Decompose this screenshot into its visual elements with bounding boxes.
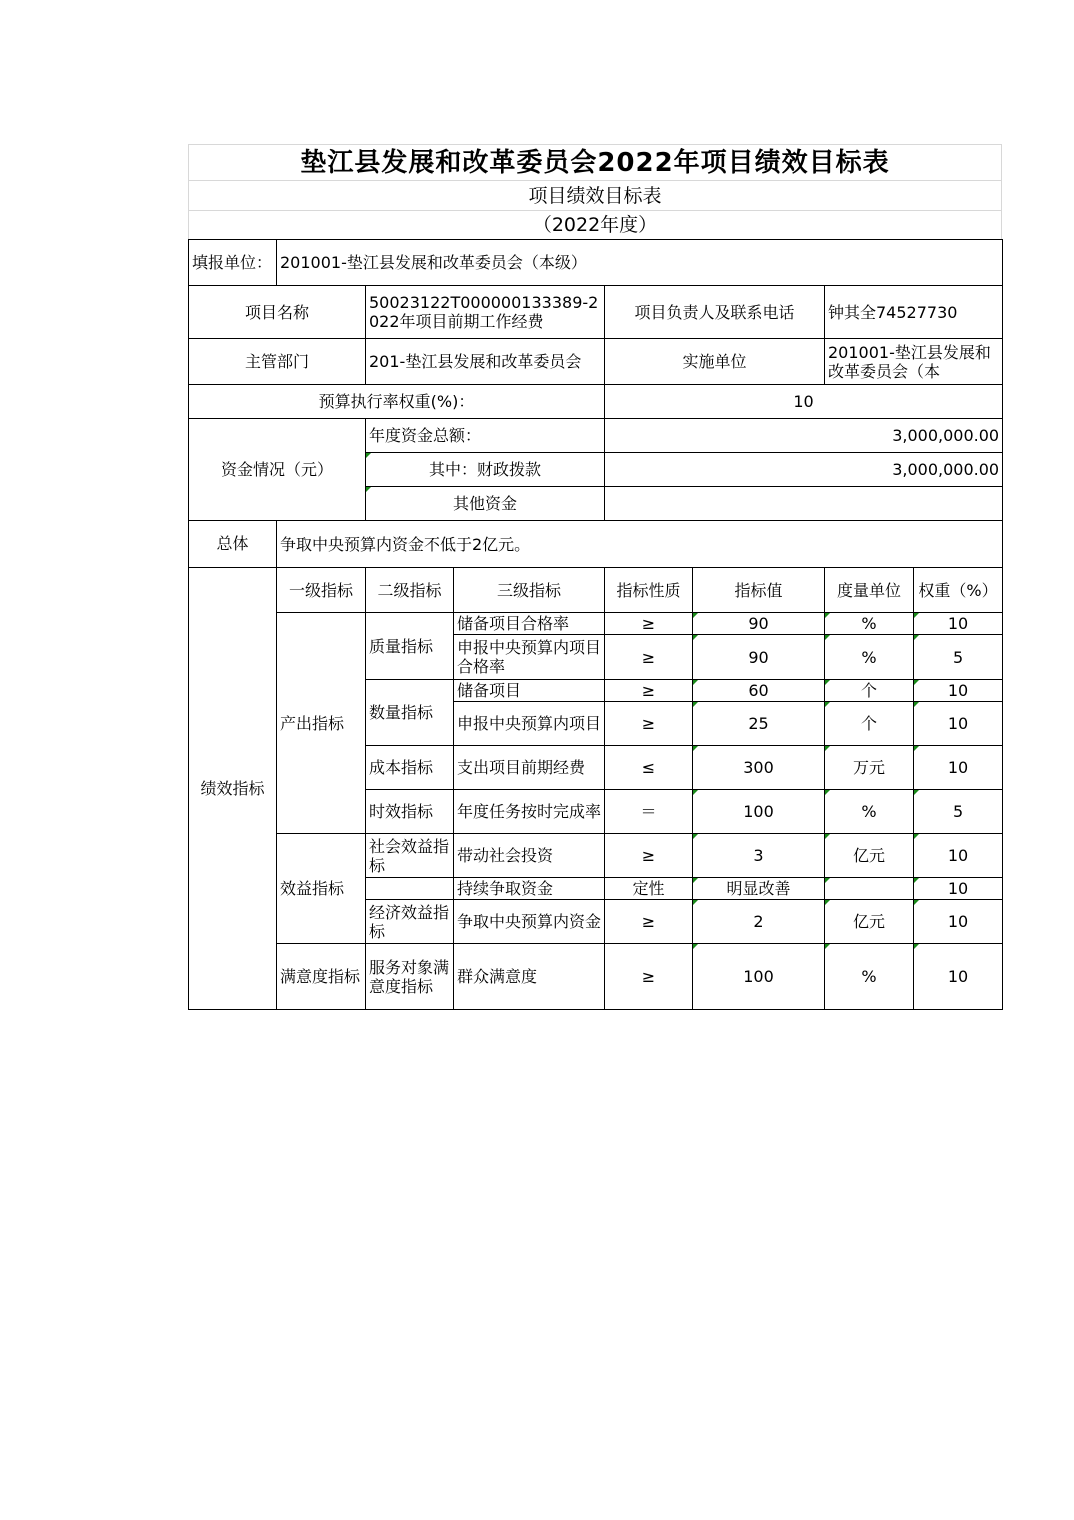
value-cell: 60 (693, 680, 825, 702)
level1-benefit: 效益指标 (277, 834, 366, 944)
sheet-subtitle: 项目绩效目标表 (188, 180, 1002, 210)
unit-cell: % (825, 944, 914, 1010)
level2-cost: 成本指标 (366, 746, 454, 790)
level3-cell: 群众满意度 (454, 944, 605, 1010)
project-name-row (189, 286, 1003, 339)
filler-label: 填报单位： (189, 240, 277, 286)
level2-timeliness: 时效指标 (366, 790, 454, 834)
value-cell: 300 (693, 746, 825, 790)
weight-cell: 10 (914, 702, 1003, 746)
target-table (188, 239, 1003, 1010)
nature-cell: ≤ (605, 746, 693, 790)
nature-cell: 定性 (605, 878, 693, 900)
project-name-label: 项目名称 (189, 286, 366, 339)
indicator-row (189, 613, 1003, 635)
perf-label: 绩效指标 (189, 568, 277, 1010)
funds-other-label: 其他资金 (366, 487, 605, 521)
overall-label: 总体 (189, 521, 277, 568)
indicator-header-row (189, 568, 1003, 613)
value-cell: 25 (693, 702, 825, 746)
sheet-year: （2022年度） (188, 210, 1002, 239)
level2-quantity: 数量指标 (366, 680, 454, 746)
unit-cell: % (825, 613, 914, 635)
level3-cell: 支出项目前期经费 (454, 746, 605, 790)
header-level2: 二级指标 (366, 568, 454, 613)
value-cell: 100 (693, 790, 825, 834)
header-weight: 权重（%） (914, 568, 1003, 613)
weight-cell: 10 (914, 613, 1003, 635)
header-nature: 指标性质 (605, 568, 693, 613)
budget-weight-row (189, 385, 1003, 419)
budget-weight-value: 10 (605, 385, 1003, 419)
weight-cell: 10 (914, 746, 1003, 790)
indicator-row (189, 834, 1003, 878)
header-level3: 三级指标 (454, 568, 605, 613)
unit-cell (825, 878, 914, 900)
weight-cell: 5 (914, 790, 1003, 834)
nature-cell: ≥ (605, 900, 693, 944)
budget-weight-label: 预算执行率权重(%)： (189, 385, 605, 419)
impl-label: 实施单位 (605, 339, 825, 385)
funds-total-label: 年度资金总额： (366, 419, 605, 453)
weight-cell: 5 (914, 635, 1003, 680)
level3-cell: 申报中央预算内项目 (454, 702, 605, 746)
funds-label: 资金情况（元） (189, 419, 366, 521)
dept-value: 201-垫江县发展和改革委员会 (366, 339, 605, 385)
level3-cell: 储备项目合格率 (454, 613, 605, 635)
weight-cell: 10 (914, 900, 1003, 944)
unit-cell: % (825, 635, 914, 680)
unit-cell: 个 (825, 680, 914, 702)
unit-cell: 万元 (825, 746, 914, 790)
level3-cell: 申报中央预算内项目合格率 (454, 635, 605, 680)
overall-value: 争取中央预算内资金不低于2亿元。 (277, 521, 1003, 568)
unit-cell: % (825, 790, 914, 834)
performance-target-sheet (188, 144, 1002, 1010)
level2-quality: 质量指标 (366, 613, 454, 680)
nature-cell: ≥ (605, 635, 693, 680)
level2-service-satisfaction: 服务对象满意度指标 (366, 944, 454, 1010)
weight-cell: 10 (914, 680, 1003, 702)
level1-output: 产出指标 (277, 613, 366, 834)
overall-row (189, 521, 1003, 568)
value-cell: 100 (693, 944, 825, 1010)
dept-label: 主管部门 (189, 339, 366, 385)
project-name-value: 50023122T000000133389-2022年项目前期工作经费 (366, 286, 605, 339)
level3-cell: 持续争取资金 (454, 878, 605, 900)
nature-cell: ≥ (605, 944, 693, 1010)
sheet-title: 垫江县发展和改革委员会2022年项目绩效目标表 (188, 144, 1002, 180)
contact-label: 项目负责人及联系电话 (605, 286, 825, 339)
unit-cell: 个 (825, 702, 914, 746)
level1-satisfaction: 满意度指标 (277, 944, 366, 1010)
funds-fiscal-value: 3,000,000.00 (605, 453, 1003, 487)
weight-cell: 10 (914, 834, 1003, 878)
indicator-row (189, 944, 1003, 1010)
nature-cell: ≥ (605, 702, 693, 746)
impl-value: 201001-垫江县发展和改革委员会（本 (825, 339, 1003, 385)
level3-cell: 带动社会投资 (454, 834, 605, 878)
header-unit: 度量单位 (825, 568, 914, 613)
value-cell: 3 (693, 834, 825, 878)
value-cell: 90 (693, 635, 825, 680)
contact-value: 钟其全74527730 (825, 286, 1003, 339)
level2-social: 社会效益指标 (366, 834, 454, 878)
unit-cell: 亿元 (825, 900, 914, 944)
unit-cell: 亿元 (825, 834, 914, 878)
header-level1: 一级指标 (277, 568, 366, 613)
level2-economic: 经济效益指标 (366, 900, 454, 944)
filler-value: 201001-垫江县发展和改革委员会（本级） (277, 240, 1003, 286)
filler-row (189, 240, 1003, 286)
value-cell: 2 (693, 900, 825, 944)
level2-empty (366, 878, 454, 900)
funds-total-row (189, 419, 1003, 453)
funds-other-value (605, 487, 1003, 521)
weight-cell: 10 (914, 944, 1003, 1010)
nature-cell: ≥ (605, 834, 693, 878)
header-value: 指标值 (693, 568, 825, 613)
nature-cell: ＝ (605, 790, 693, 834)
funds-fiscal-label: 其中：财政拨款 (366, 453, 605, 487)
nature-cell: ≥ (605, 613, 693, 635)
weight-cell: 10 (914, 878, 1003, 900)
level3-cell: 年度任务按时完成率 (454, 790, 605, 834)
funds-total-value: 3,000,000.00 (605, 419, 1003, 453)
value-cell: 90 (693, 613, 825, 635)
department-row (189, 339, 1003, 385)
value-cell: 明显改善 (693, 878, 825, 900)
nature-cell: ≥ (605, 680, 693, 702)
level3-cell: 储备项目 (454, 680, 605, 702)
level3-cell: 争取中央预算内资金 (454, 900, 605, 944)
